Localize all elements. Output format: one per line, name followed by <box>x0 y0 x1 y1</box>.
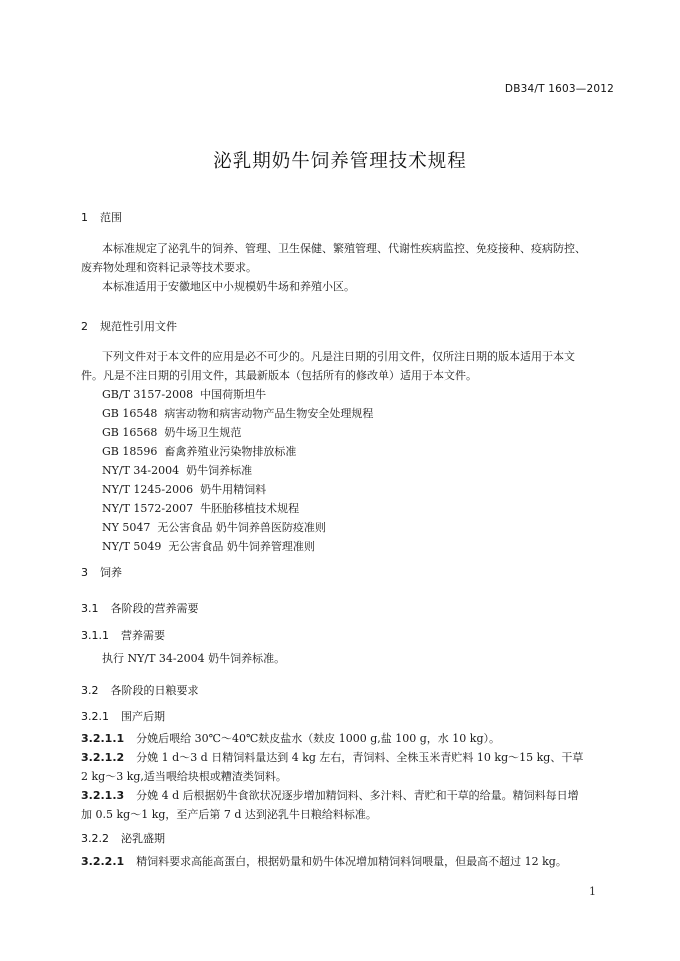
clause-3-2-1-1 <box>81 729 500 749</box>
subsection-number: 3.2.2 <box>81 832 109 845</box>
subsection-number: 3.1 <box>81 602 99 615</box>
clause-3-2-1-3-line-2: 加 0.5 kg～1 kg，至产后第 7 d 达到泌乳牛日粮给料标准。 <box>81 808 377 821</box>
document-title: 泌乳期奶牛饲养管理技术规程 <box>213 151 467 172</box>
subsection-3-1-1-heading <box>81 627 165 643</box>
clause-number: 3.2.1.3 <box>81 789 125 802</box>
subsection-3-2-1-heading <box>81 708 165 724</box>
page-number: 1 <box>589 885 596 898</box>
section-title: 饲养 <box>100 566 122 579</box>
clause-3-2-1-2 <box>81 748 583 768</box>
references-intro-line-2: 件。凡是不注日期的引用文件，其最新版本（包括所有的修改单）适用于本文件。 <box>81 369 477 382</box>
subsection-3-2-heading <box>81 682 199 698</box>
scope-paragraph-line-2: 废弃物处理和资料记录等技术要求。 <box>81 261 257 274</box>
standard-code: DB34/T 1603—2012 <box>504 83 614 95</box>
section-title: 规范性引用文件 <box>100 320 177 333</box>
clause-number: 3.2.2.1 <box>81 855 125 868</box>
subsection-number: 3.2.1 <box>81 710 109 723</box>
section-number: 1 <box>81 211 88 224</box>
scope-paragraph-line-1: 本标准规定了泌乳牛的饲养、管理、卫生保健、繁殖管理、代谢性疾病监控、免疫接种、疫病防控、 <box>102 242 586 255</box>
subsection-title: 各阶段的日粮要求 <box>110 684 199 697</box>
subsection-title: 围产后期 <box>121 710 165 723</box>
clause-number: 3.2.1.2 <box>81 751 125 764</box>
clause-3-2-1-3 <box>81 786 579 806</box>
reference-item: NY 5047 无公害食品 奶牛饲养兽医防疫准则 <box>102 521 326 534</box>
clause-text: 精饲料要求高能高蛋白，根据奶量和奶牛体况增加精饲料饲喂量，但最高不超过 12 kg。 <box>136 855 567 868</box>
subsection-title: 各阶段的营养需要 <box>110 602 199 615</box>
references-intro-line-1: 下列文件对于本文件的应用是必不可少的。凡是注日期的引用文件，仅所注日期的版本适用于本文 <box>102 350 575 363</box>
reference-item: GB 16568 奶牛场卫生规范 <box>102 426 242 439</box>
clause-text: 分娩后喂给 30℃～40℃麸皮盐水（麸皮 1000 g,盐 100 g，水 10 kg）。 <box>136 732 501 745</box>
clause-text-line-1: 分娩 1 d～3 d 日精饲料量达到 4 kg 左右，青饲料、全株玉米青贮料 10 kg～15 kg、干草 <box>136 751 584 764</box>
section-2-heading <box>81 318 177 334</box>
subsection-number: 3.2 <box>81 684 99 697</box>
reference-item: NY/T 5049 无公害食品 奶牛饲养管理准则 <box>102 540 315 553</box>
subsection-number: 3.1.1 <box>81 629 109 642</box>
section-3-heading <box>81 564 122 580</box>
section-number: 2 <box>81 320 88 333</box>
subsection-3-1-heading <box>81 600 199 616</box>
reference-item: GB 16548 病害动物和病害动物产品生物安全处理规程 <box>102 407 374 420</box>
reference-item: GB 18596 畜禽养殖业污染物排放标准 <box>102 445 297 458</box>
reference-item: GB/T 3157-2008 中国荷斯坦牛 <box>102 388 267 401</box>
subsection-3-2-2-heading <box>81 830 165 846</box>
section-title: 范围 <box>100 211 122 224</box>
reference-item: NY/T 1245-2006 奶牛用精饲料 <box>102 483 267 496</box>
clause-3-2-1-2-line-2: 2 kg～3 kg,适当喂给块根或糟渣类饲料。 <box>81 770 287 783</box>
clause-text-line-1: 分娩 4 d 后根据奶牛食欲状况逐步增加精饲料、多汁料、青贮和干草的给量。精饲料每日增 <box>136 789 579 802</box>
clause-3-2-2-1 <box>81 852 567 872</box>
nutrition-requirement-text: 执行 NY/T 34-2004 奶牛饲养标准。 <box>102 652 286 665</box>
subsection-title: 营养需要 <box>121 629 165 642</box>
reference-item: NY/T 34-2004 奶牛饲养标准 <box>102 464 253 477</box>
section-number: 3 <box>81 566 88 579</box>
reference-item: NY/T 1572-2007 牛胚胎移植技术规程 <box>102 502 300 515</box>
subsection-title: 泌乳盛期 <box>121 832 165 845</box>
section-1-heading <box>81 209 122 225</box>
clause-number: 3.2.1.1 <box>81 732 125 745</box>
scope-applicability: 本标准适用于安徽地区中小规模奶牛场和养殖小区。 <box>102 280 355 293</box>
